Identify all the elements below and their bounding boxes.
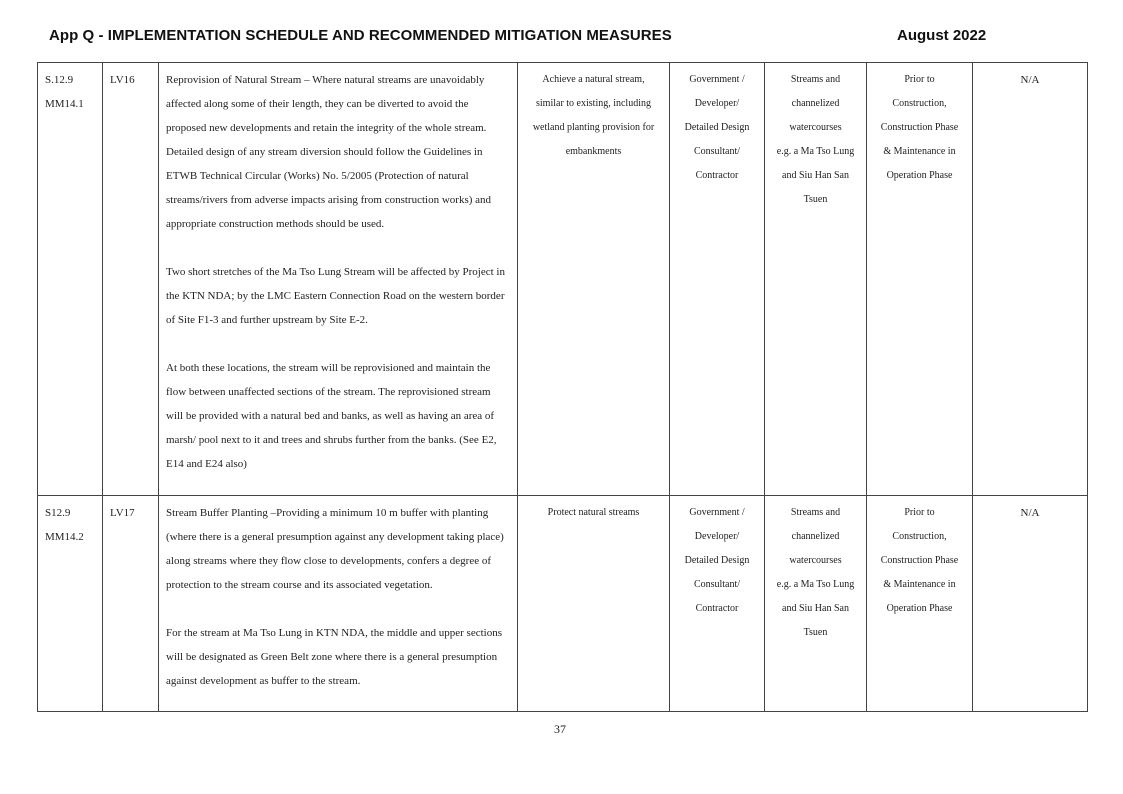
agent-line: Consultant/ bbox=[693, 146, 741, 157]
agent-line: Detailed Design bbox=[684, 555, 750, 566]
reference-cell bbox=[38, 63, 103, 496]
agent-line: Developer/ bbox=[694, 531, 740, 542]
requirement-value: N/A bbox=[1020, 74, 1040, 86]
location-line: channelized bbox=[791, 531, 840, 542]
reference-cell bbox=[38, 496, 103, 712]
timing-cell bbox=[867, 63, 973, 496]
location-line: watercourses bbox=[789, 122, 842, 133]
document-date: August 2022 bbox=[897, 27, 987, 44]
measure-paragraph: Stream Buffer Planting –Providing a minimum 10 m buffer with planting (where there is a general presumption against any development taking place) along streams where they flow close to developments, confers a degree of protection to the stream course and its associated vegetation. bbox=[166, 507, 504, 591]
timing-line: Prior to bbox=[904, 74, 935, 85]
objective-line: embankments bbox=[565, 146, 622, 157]
objective-line: Achieve a natural stream, bbox=[542, 74, 645, 85]
location-line: and Siu Han San bbox=[782, 603, 849, 614]
timing-line: Construction, bbox=[892, 531, 947, 542]
timing-cell bbox=[867, 496, 973, 712]
agent-line: Government / bbox=[689, 507, 745, 518]
mm-reference: MM14.2 bbox=[45, 531, 84, 543]
objective-cell bbox=[518, 496, 670, 712]
requirement-value: N/A bbox=[1020, 507, 1040, 519]
timing-line: & Maintenance in bbox=[883, 146, 956, 157]
timing-line: Construction Phase bbox=[880, 122, 959, 133]
location-cell bbox=[765, 63, 867, 496]
location-line: Streams and bbox=[790, 74, 841, 85]
agent-cell bbox=[670, 496, 765, 712]
measure-paragraph: Two short stretches of the Ma Tso Lung Stream will be affected by Project in the KTN NDA; by the LMC Eastern Connection Road on the western border of Site F1-3 and further upstream by Site E-2. bbox=[166, 266, 505, 326]
timing-line: Prior to bbox=[904, 507, 935, 518]
location-line: Streams and bbox=[790, 507, 841, 518]
objective-line: Protect natural streams bbox=[547, 507, 640, 518]
objective-line: similar to existing, including bbox=[536, 98, 651, 109]
requirement-cell bbox=[973, 496, 1088, 712]
location-line: Tsuen bbox=[803, 194, 828, 205]
agent-line: Detailed Design bbox=[684, 122, 750, 133]
objective-line: wetland planting provision for bbox=[532, 122, 655, 133]
agent-line: Developer/ bbox=[694, 98, 740, 109]
measure-id: LV16 bbox=[110, 74, 135, 86]
objective-cell bbox=[518, 63, 670, 496]
measure-paragraph: For the stream at Ma Tso Lung in KTN NDA, the middle and upper sections will be designated as Green Belt zone where there is a general presumption against development as buffer to the stream. bbox=[166, 627, 502, 687]
timing-line: Operation Phase bbox=[886, 603, 953, 614]
location-line: and Siu Han San bbox=[782, 170, 849, 181]
measure-id-cell bbox=[103, 496, 159, 712]
measure-id: LV17 bbox=[110, 507, 135, 519]
eia-reference: S12.9 bbox=[45, 507, 71, 519]
measure-description-cell bbox=[159, 496, 518, 712]
mm-reference: MM14.1 bbox=[45, 98, 84, 110]
location-cell bbox=[765, 496, 867, 712]
location-line: e.g. a Ma Tso Lung bbox=[776, 146, 855, 157]
document-title: App Q - IMPLEMENTATION SCHEDULE AND RECOMMENDED MITIGATION MEASURES bbox=[49, 27, 672, 44]
agent-line: Contractor bbox=[695, 170, 739, 181]
agent-line: Contractor bbox=[695, 603, 739, 614]
page-number: 37 bbox=[554, 722, 566, 736]
measure-paragraph: At both these locations, the stream will be reprovisioned and maintain the flow between unaffected sections of the stream. The reprovisioned stream will be provided with a natural bed and banks, as well as having an area of marsh/ pool next to it and trees and shrubs further from the banks. (See E2, E14 and E24 also) bbox=[166, 362, 497, 470]
timing-line: & Maintenance in bbox=[883, 579, 956, 590]
eia-reference: S.12.9 bbox=[45, 74, 74, 86]
agent-cell bbox=[670, 63, 765, 496]
requirement-cell bbox=[973, 63, 1088, 496]
timing-line: Operation Phase bbox=[886, 170, 953, 181]
location-line: e.g. a Ma Tso Lung bbox=[776, 579, 855, 590]
timing-line: Construction Phase bbox=[880, 555, 959, 566]
location-line: Tsuen bbox=[803, 627, 828, 638]
implementation-schedule-table bbox=[37, 62, 1088, 712]
timing-line: Construction, bbox=[892, 98, 947, 109]
table-row bbox=[38, 63, 1088, 496]
location-line: watercourses bbox=[789, 555, 842, 566]
location-line: channelized bbox=[791, 98, 840, 109]
measure-paragraph: Reprovision of Natural Stream – Where natural streams are unavoidably affected along some of their length, they can be diverted to avoid the proposed new developments and retain the integrity of the whole stream. Detailed design of any stream diversion should follow the Guidelines in ETWB Technical Circular (Works) No. 5/2005 (Protection of natural streams/rivers from adverse impacts arising from construction works) and appropriate construction methods should be used. bbox=[166, 74, 492, 230]
measure-id-cell bbox=[103, 63, 159, 496]
table-row bbox=[38, 496, 1088, 712]
agent-line: Consultant/ bbox=[693, 579, 741, 590]
agent-line: Government / bbox=[689, 74, 745, 85]
measure-description-cell bbox=[159, 63, 518, 496]
